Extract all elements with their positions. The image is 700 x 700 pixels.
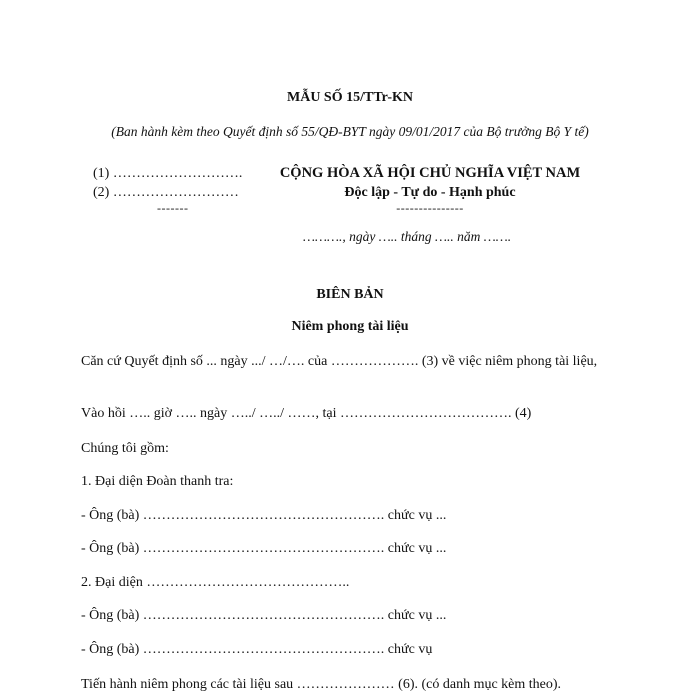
- agency-underline: -------: [157, 201, 189, 215]
- section-1-representative-2: - Ông (bà) ……………………………………………. chức vụ ...: [81, 541, 447, 556]
- form-number: MẪU SỐ 15/TTr-KN: [287, 90, 413, 105]
- section-2-heading: 2. Đại diện ……………………………………..: [81, 575, 350, 590]
- motto-underline: ---------------: [396, 201, 464, 215]
- issuing-agency-line-1: (1) ……………………….: [93, 166, 243, 181]
- document-subtitle: Niêm phong tài liệu: [291, 319, 409, 334]
- issuing-agency-line-2: (2) ………………………: [93, 185, 239, 200]
- sealing-statement: Tiến hành niêm phong các tài liệu sau ………………… (6). (có danh mục kèm theo).: [81, 677, 562, 692]
- section-1-heading: 1. Đại diện Đoàn thanh tra:: [81, 474, 234, 489]
- section-2-representative-1: - Ông (bà) ……………………………………………. chức vụ ...: [81, 608, 447, 623]
- national-motto: Độc lập - Tự do - Hạnh phúc: [344, 185, 516, 200]
- date-line: ………., ngày ….. tháng ….. năm …….: [303, 229, 512, 244]
- time-place-line: Vào hồi ….. giờ ….. ngày …../ …../ ……, tại ………………………………. (4): [81, 406, 532, 421]
- section-2-representative-2: - Ông (bà) ……………………………………………. chức vụ: [81, 642, 433, 657]
- section-1-representative-1: - Ông (bà) ……………………………………………. chức vụ ...: [81, 508, 447, 523]
- basis-paragraph: Căn cứ Quyết định số ... ngày .../ …/…. của ………………. (3) về việc niêm phong tài liệu,: [81, 354, 598, 369]
- country-name: CỘNG HÒA XÃ HỘI CHỦ NGHĨA VIỆT NAM: [279, 165, 581, 181]
- document-title: BIÊN BẢN: [316, 287, 384, 302]
- decree-note: (Ban hành kèm theo Quyết định số 55/QĐ-BYT ngày 09/01/2017 của Bộ trưởng Bộ Y tế): [111, 124, 589, 139]
- members-intro: Chúng tôi gồm:: [81, 441, 169, 456]
